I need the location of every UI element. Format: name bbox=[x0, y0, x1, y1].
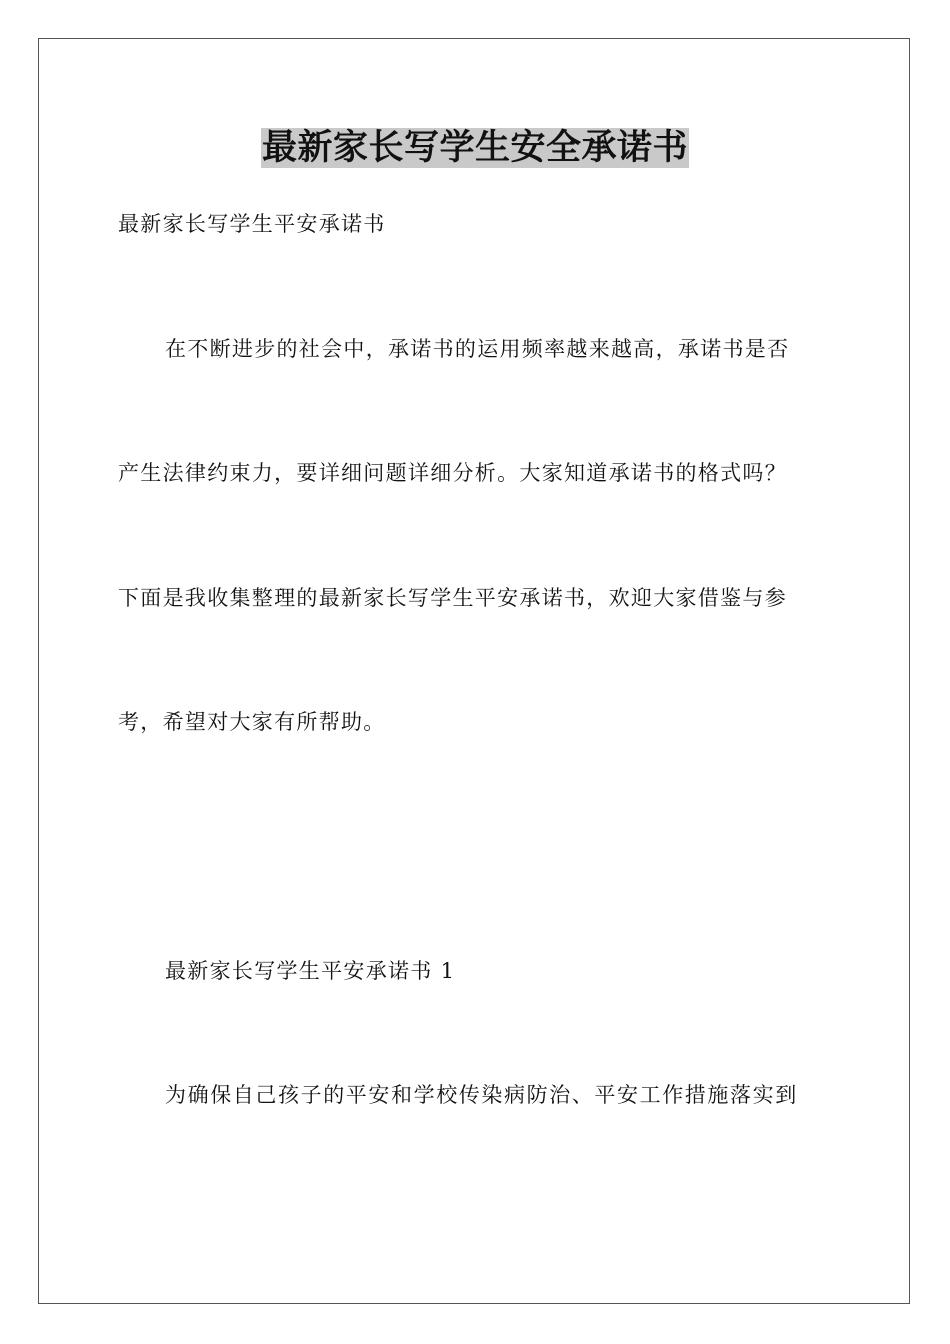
section-heading: 最新家长写学生平安承诺书 1 bbox=[165, 959, 456, 983]
intro-paragraph-line: 下面是我收集整理的最新家长写学生平安承诺书，欢迎大家借鉴与参 bbox=[118, 586, 787, 610]
section-paragraph-line: 为确保自己孩子的平安和学校传染病防治、平安工作措施落实到 bbox=[165, 1083, 798, 1107]
document-subtitle: 最新家长写学生平安承诺书 bbox=[118, 212, 386, 236]
title-container bbox=[0, 128, 950, 168]
document-title: 最新家长写学生安全承诺书 bbox=[261, 127, 688, 168]
intro-paragraph-line: 在不断进步的社会中，承诺书的运用频率越来越高，承诺书是否 bbox=[165, 337, 790, 361]
intro-paragraph-line: 产生法律约束力，要详细问题详细分析。大家知道承诺书的格式吗？ bbox=[118, 461, 787, 485]
intro-paragraph-line: 考，希望对大家有所帮助。 bbox=[118, 710, 386, 734]
